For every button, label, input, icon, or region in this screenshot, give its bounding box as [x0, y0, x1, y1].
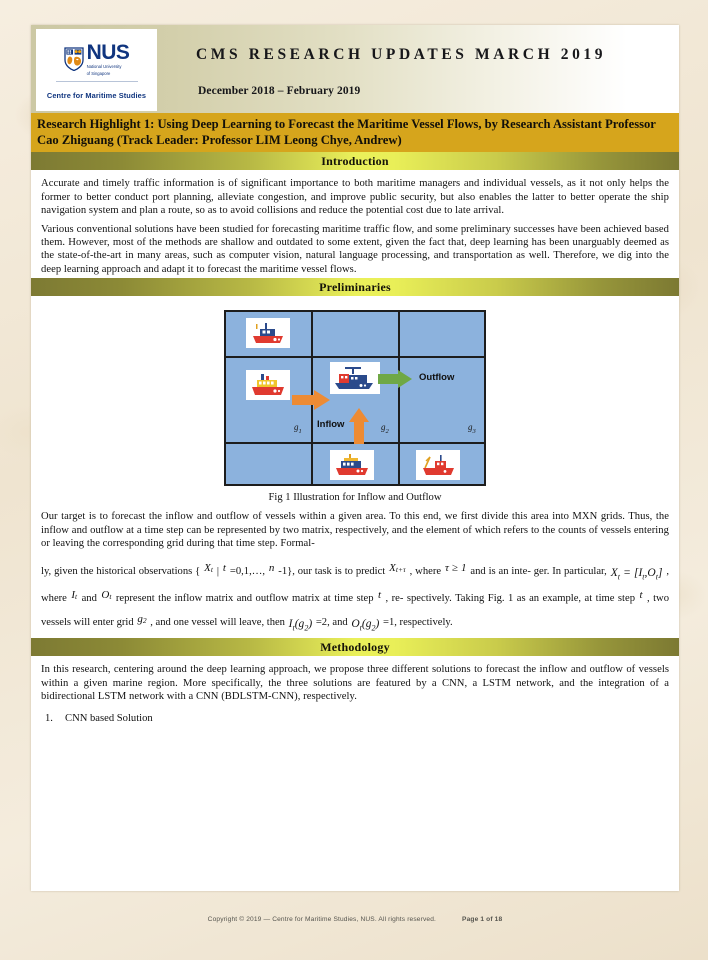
nus-subtitle-line1: National University — [86, 64, 122, 70]
math-symbol-It-g2: $I_t(g_2)$ — [288, 618, 313, 633]
nus-wordmark-group — [87, 42, 130, 76]
math-symbol-Ot-g2: $O_t(g_2)$ — [351, 618, 380, 633]
math-seg-2: | — [216, 565, 219, 577]
math-seg-8: , where — [41, 565, 669, 604]
introduction-paragraph-2: Various conventional solutions have been studied for forecasting maritime traffic flow, and some preliminary successes have been achieved based them. However, most of the methods are shallow and outdated to some extent, given the fact that, deep learning has been unarguably deemed as the state-of-the-art in many areas, such as computer vision, natural language processing, and transportation as well. Therefore, we dig into the deep learning approach and adapt it to forecast the maritime vessel flows. — [41, 223, 669, 275]
ship-icon — [248, 372, 288, 398]
section-header-methodology: Methodology — [31, 638, 679, 656]
inflow-outflow-grid-figure — [224, 310, 486, 486]
methodology-list-item-1 — [41, 713, 669, 724]
figure-1-wrapper — [31, 296, 679, 503]
math-seg-5: , where — [409, 565, 442, 577]
nus-logo — [36, 29, 157, 111]
nus-logo-row — [64, 42, 130, 76]
math-symbol-Xt-tau: $X_{t+\tau}$ — [389, 561, 406, 574]
preliminaries-paragraph-1: Our target is to forecast the inflow and outflow of vessels within a given area. To this end, we first divide this area into MXN grids. Thus, the inflow and outflow at a time step can be represented by two matrix, respectively, and the element of which refers to the counts of vessels entering or leaving the corresponding grid during that time step. Formal- — [41, 511, 669, 550]
introduction-paragraph-1: Accurate and timely traffic information is of significant importance to both maritime managers and individual vessels, as it not only helps the former to better conduct port planning, alleviate congestion, and improve public security, but also enables the latter to better operate the ship navigation system and plan a route, so as to avoid collisions and reduce the potential cost due to late arrival. — [41, 178, 669, 217]
math-seg-7: ger. In particular, — [533, 565, 607, 577]
math-symbol-It: $I_t$ — [71, 588, 78, 601]
vessel-icon-center — [330, 362, 380, 394]
figure-1-caption: Fig 1 Illustration for Inflow and Outflow — [268, 492, 442, 504]
math-seg-6: and is an inte- — [470, 565, 531, 577]
vessel-icon-bottom-right — [416, 450, 460, 480]
document-page — [31, 25, 679, 891]
vessel-icon-bottom-center — [330, 450, 374, 480]
math-seg-15: =2, and — [315, 617, 348, 629]
methodology-body — [31, 656, 679, 725]
math-symbol-Xt-eq-It-Ot: $X_t = [I_t,O_t]$ — [610, 566, 663, 582]
nus-wordmark: NUS — [86, 41, 130, 65]
ship-icon — [332, 452, 372, 478]
math-seg-11: , re- — [385, 592, 404, 604]
math-seg-13: , two vessels will enter grid — [41, 592, 669, 629]
math-seg-12: spectively. Taking Fig. 1 as an example, at time step — [406, 592, 635, 604]
grid-label-g3: $g_3$ — [468, 422, 476, 436]
math-symbol-t-2: t — [378, 588, 382, 601]
page-footer — [31, 916, 679, 923]
math-symbol-n: n — [268, 561, 275, 574]
list-item-number: 1. — [45, 712, 53, 724]
preliminaries-math-paragraph — [41, 558, 669, 636]
grid-divider-vertical-2 — [398, 312, 400, 484]
vessel-icon-middle-left — [246, 370, 290, 400]
grid-label-g2: $g_2$ — [381, 422, 389, 436]
math-seg-9: and — [81, 592, 97, 604]
math-symbol-g2: $g_2$ — [137, 613, 147, 626]
grid-divider-horizontal-1 — [226, 356, 484, 358]
ship-icon — [418, 452, 458, 478]
preliminaries-body — [31, 503, 679, 638]
masthead — [31, 25, 679, 113]
math-seg-3: =0,1,…, — [229, 565, 265, 577]
math-seg-4: -1}, our task is to predict — [278, 565, 386, 577]
outflow-arrow-right-icon — [378, 370, 412, 388]
ship-icon — [248, 320, 288, 346]
math-seg-16: =1, respectively. — [382, 617, 453, 629]
section-header-introduction: Introduction — [31, 152, 679, 170]
nus-shield-icon — [64, 47, 84, 71]
outflow-label: Outflow — [419, 372, 455, 384]
math-symbol-Ot: $O_t$ — [101, 588, 112, 601]
grid-label-g1: $g_1$ — [294, 422, 302, 436]
nus-subtitle-line2: of Singapore — [86, 70, 111, 76]
inflow-label: Inflow — [317, 419, 345, 431]
introduction-body — [31, 170, 679, 278]
logo-divider — [56, 81, 138, 82]
section-header-preliminaries: Preliminaries — [31, 278, 679, 296]
logo-centre-name: Centre for Maritime Studies — [46, 90, 147, 100]
inflow-arrow-right-icon — [292, 390, 330, 410]
math-symbol-t: t — [222, 561, 226, 574]
math-seg-1: ly, given the historical observations { — [41, 565, 201, 577]
math-symbol-tau-ge-1: τ ≥ 1 — [444, 561, 467, 574]
ship-icon — [331, 363, 379, 393]
math-symbol-Xt: $X_t$ — [204, 561, 213, 574]
footer-copyright: Copyright © 2019 — Centre for Maritime Studies, NUS. All rights reserved. — [207, 916, 437, 923]
research-highlight-banner: Research Highlight 1: Using Deep Learning to Forecast the Maritime Vessel Flows, by Research Assistant Professor Cao Zhiguang (Track Leader: Professor LIM Leong Chye, Andrew) — [31, 113, 679, 152]
list-item-text: CNN based Solution — [65, 712, 153, 724]
masthead-title: CMS RESEARCH UPDATES MARCH 2019 — [196, 46, 607, 63]
inflow-arrow-up-icon — [349, 408, 369, 444]
math-symbol-t-3: t — [639, 588, 643, 601]
math-seg-10: represent the inflow matrix and outflow matrix at time step — [115, 592, 374, 604]
math-seg-14: , and one vessel will leave, then — [150, 617, 285, 629]
methodology-paragraph-1: In this research, centering around the deep learning approach, we propose three different solutions to forecast the inflow and outflow of vessels within a given marine region. More specifically, the three solutions are featured by a CNN, a LSTM network, and the integration of a bidirectional LSTM network with a CNN (BDLSTM-CNN), respectively. — [41, 664, 669, 703]
vessel-icon-top-left — [246, 318, 290, 348]
masthead-date-range: December 2018 – February 2019 — [198, 85, 361, 97]
footer-page-number: Page 1 of 18 — [462, 916, 503, 923]
